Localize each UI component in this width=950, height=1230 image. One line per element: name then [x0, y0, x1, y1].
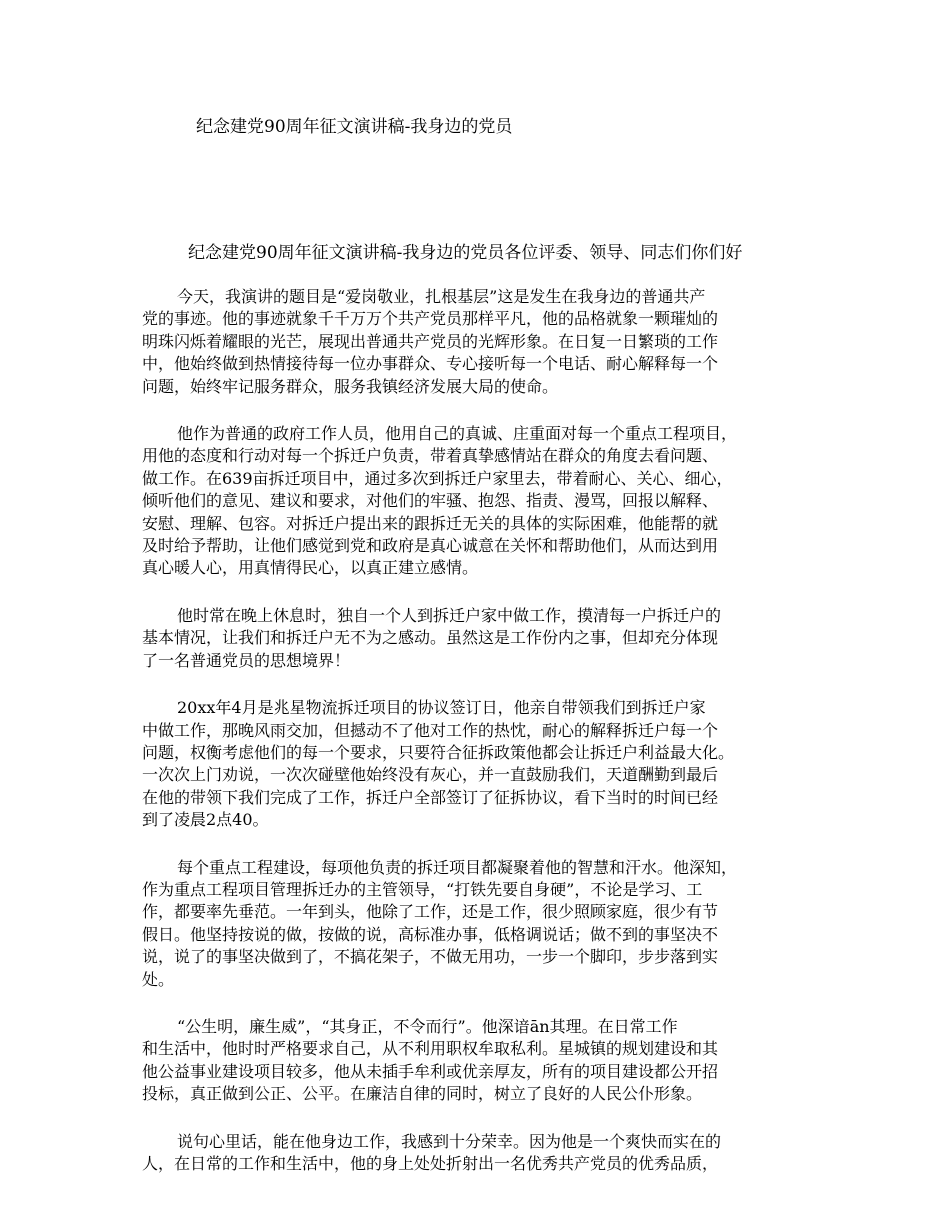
- paragraph: [142, 286, 830, 398]
- document-title: 纪念建党90周年征文演讲稿-我身边的党员: [196, 117, 513, 137]
- paragraph-line: 一次次上门劝说，一次次碰壁他始终没有灰心，并一直鼓励我们，天道酬勤到最后: [142, 765, 719, 785]
- paragraph-line: 问题，始终牢记服务群众，服务我镇经济发展大局的使命。: [142, 376, 559, 396]
- paragraph-line: 中做工作，那晚风雨交加，但撼动不了他对工作的热忱，耐心的解释拆迁户每一个: [142, 720, 719, 740]
- paragraph-line: 做工作。在639亩拆迁项目中，通过多次到拆迁户家里去，带着耐心、关心、细心，: [142, 468, 733, 488]
- paragraph-line: 今天，我演讲的题目是“爱岗敬业，扎根基层”这是发生在我身边的普通共产: [177, 287, 706, 306]
- paragraph-line: 在他的带领下我们完成了工作，拆迁户全部签订了征拆协议，看下当时的时间已经: [142, 787, 719, 807]
- paragraph-line: 处。: [142, 969, 175, 989]
- paragraph-line: 和生活中，他时时严格要求自己，从不利用职权牟取私利。星城镇的规划建设和其: [142, 1039, 719, 1059]
- paragraph-line: 他时常在晚上休息时，独自一个人到拆迁户家中做工作，摸清每一户拆迁户的: [177, 605, 722, 625]
- paragraph-line: 人，在日常的工作和生活中，他的身上处处折射出一名优秀共产党员的优秀品质，: [142, 1154, 719, 1173]
- paragraph-line: 了一名普通党员的思想境界！: [142, 650, 351, 670]
- paragraph: [142, 1016, 830, 1106]
- paragraph-line: 他公益事业建设项目较多，他从未插手牟利或优亲厚友，所有的项目建设都公开招: [142, 1061, 719, 1081]
- paragraph: [142, 857, 830, 991]
- paragraph-line: 党的事迹。他的事迹就象千千万万个共产党员那样平凡，他的品格就象一颗璀灿的: [142, 309, 719, 329]
- paragraph-line: 明珠闪烁着耀眼的光芒，展现出普通共产党员的光辉形象。在日复一日繁琐的工作: [142, 331, 719, 351]
- paragraph-line: 说，说了的事坚决做到了，不搞花架子，不做无用功，一步一个脚印，步步落到实: [142, 947, 719, 967]
- paragraph-line: 他作为普通的政府工作人员，他用自己的真诚、庄重面对每一个重点工程项目，: [177, 424, 738, 444]
- paragraph-line: 投标，真正做到公正、公平。在廉洁自律的同时，树立了良好的人民公仆形象。: [142, 1084, 703, 1104]
- paragraph-line: 问题，权衡考虑他们的每一个要求，只要符合征拆政策他都会让拆迁户利益最大化。: [142, 742, 735, 762]
- paragraph-line: 及时给予帮助，让他们感觉到党和政府是真心诚意在关怀和帮助他们，从而达到用: [142, 536, 719, 556]
- paragraph: [142, 697, 830, 831]
- paragraph-line: “公生明，廉生威”，“其身正，不令而行”。他深谙ān其理。在日常工作: [177, 1016, 678, 1036]
- document-body: [142, 286, 830, 1200]
- paragraph-line: 20xx年4月是兆星物流拆迁项目的协议签订日，他亲自带领我们到拆迁户家: [177, 698, 706, 718]
- paragraph-line: 基本情况，让我们和拆迁户无不为之感动。虽然这是工作份内之事，但却充分体现: [142, 628, 719, 648]
- paragraph: [142, 1131, 830, 1176]
- paragraph-line: 作为重点工程项目管理拆迁办的主管领导，“打铁先要自身硬”，不论是学习、工: [142, 879, 703, 899]
- paragraph: [142, 423, 830, 580]
- paragraph-line: 倾听他们的意见、建议和要求，对他们的牢骚、抱怨、指责、漫骂，回报以解释、: [142, 491, 719, 511]
- paragraph-line: 到了凌晨2点40。: [142, 810, 269, 830]
- document-subtitle: 纪念建党90周年征文演讲稿-我身边的党员各位评委、领导、同志们你们好: [188, 243, 743, 263]
- paragraph-line: 假日。他坚持按说的做，按做的说，高标准办事，低格调说话；做不到的事坚决不: [142, 924, 719, 944]
- paragraph-line: 中，他始终做到热情接待每一位办事群众、专心接听每一个电话、耐心解释每一个: [142, 354, 719, 374]
- paragraph-line: 说句心里话，能在他身边工作，我感到十分荣幸。因为他是一个爽快而实在的: [177, 1131, 722, 1151]
- paragraph: [142, 605, 830, 672]
- paragraph-line: 作，都要率先垂范。一年到头，他除了工作，还是工作，很少照顾家庭，很少有节: [142, 902, 719, 922]
- paragraph-line: 每个重点工程建设，每项他负责的拆迁项目都凝聚着他的智慧和汗水。他深知，: [177, 857, 738, 877]
- paragraph-line: 安慰、理解、包容。对拆迁户提出来的跟拆迁无关的具体的实际困难，他能帮的就: [142, 513, 719, 533]
- paragraph-line: 真心暖人心，用真情得民心，以真正建立感情。: [142, 558, 479, 578]
- paragraph-line: 用他的态度和行动对每一个拆迁户负责，带着真挚感情站在群众的角度去看问题、: [142, 446, 719, 466]
